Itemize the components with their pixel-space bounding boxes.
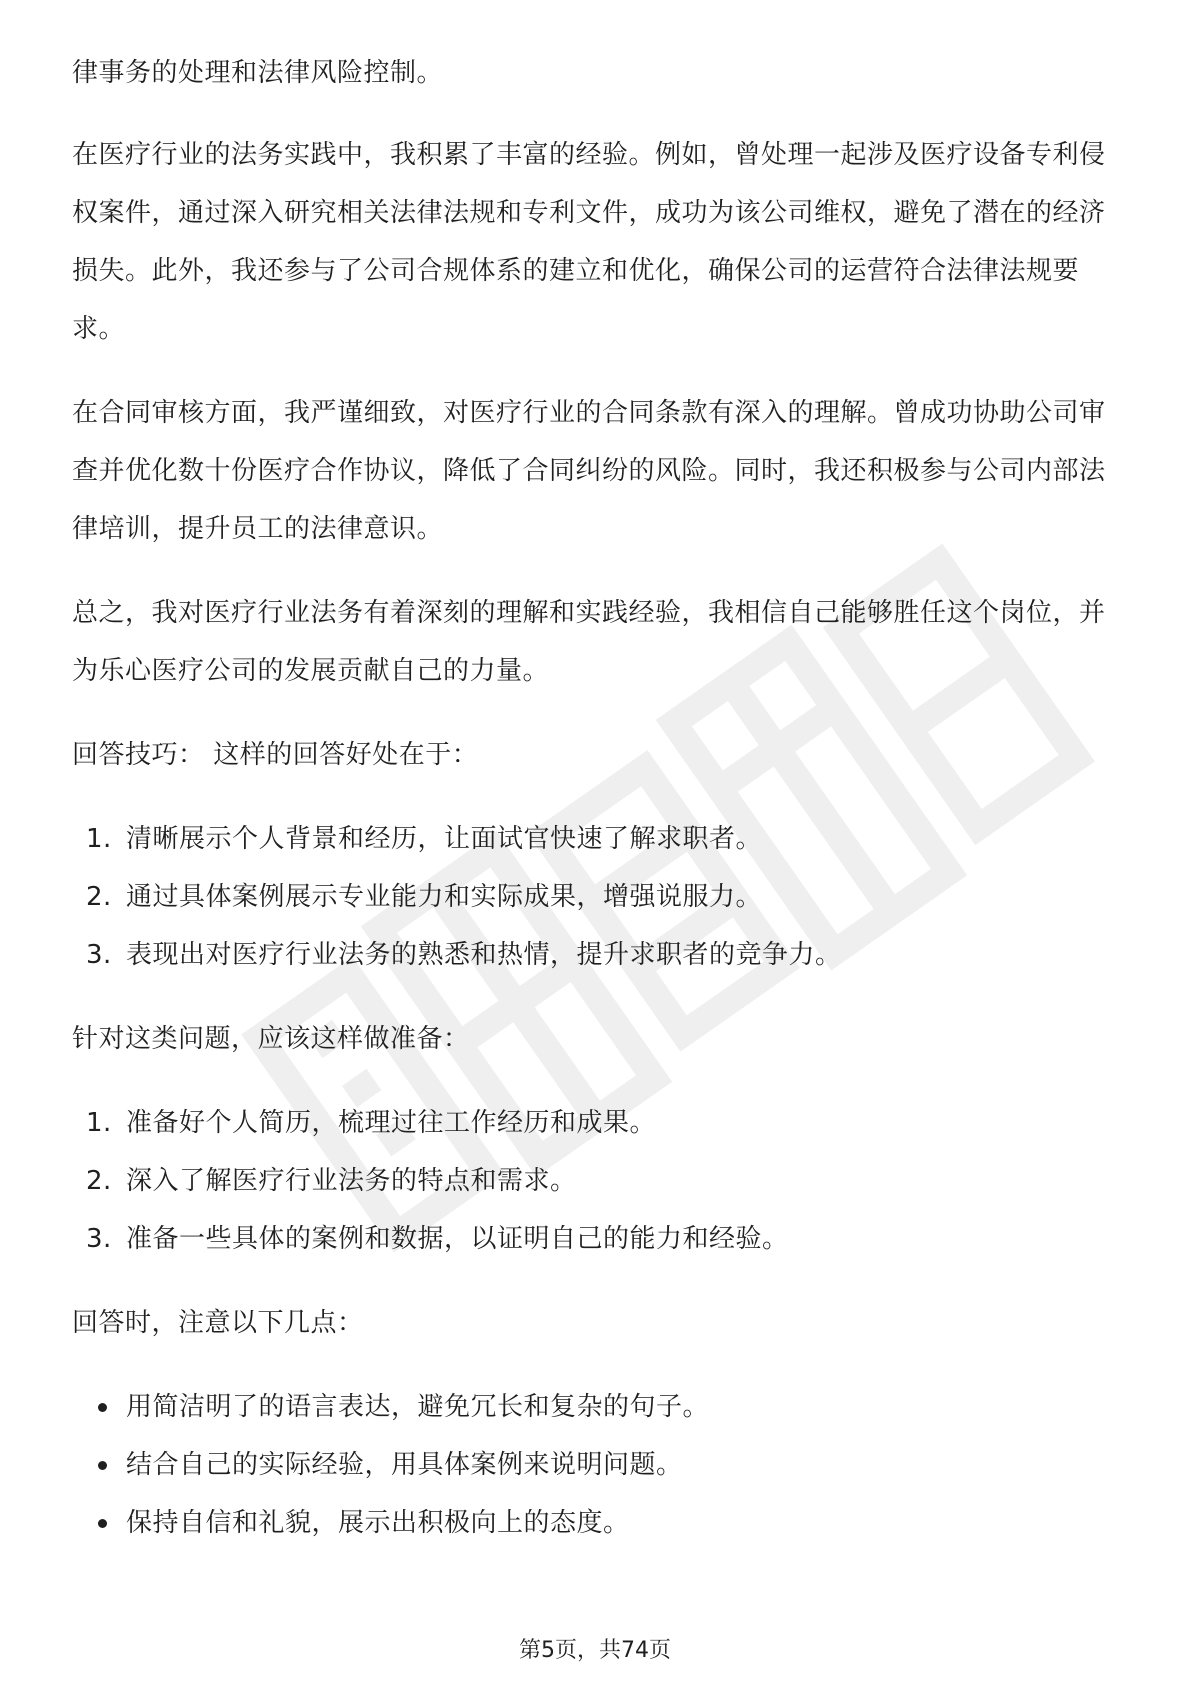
list-item [72,810,1112,868]
list-item-text: 结合自己的实际经验，用具体案例来说明问题。 [126,1450,683,1480]
list-item-text: 深入了解医疗行业法务的特点和需求。 [126,1166,577,1196]
list-item-text: 准备好个人简历，梳理过往工作经历和成果。 [126,1108,657,1138]
bullet-icon [98,1519,107,1528]
tips-list [72,810,1112,984]
list-item [72,926,1112,984]
list-item [72,1210,1112,1268]
paragraph-practice: 在医疗行业的法务实践中，我积累了丰富的经验。例如，曾处理一起涉及医疗设备专利侵权案件，通过深入研究相关法律法规和专利文件，成功为该公司维权，避免了潜在的经济损失。此外，我还参与了公司合规体系的建立和优化，确保公司的运营符合法律法规要求。 [72,140,1106,344]
page-number-footer: 第5页，共74页 [519,1638,671,1663]
prepare-list [72,1094,1112,1268]
list-item [72,1378,1112,1436]
paragraph-continuation: 律事务的处理和法律风险控制。 [72,58,444,88]
list-item [72,1094,1112,1152]
list-number: 1. [86,1108,112,1138]
list-item-text: 保持自信和礼貌，展示出积极向上的态度。 [126,1508,630,1538]
paragraph-contract-review: 在合同审核方面，我严谨细致，对医疗行业的合同条款有深入的理解。曾成功协助公司审查并优化数十份医疗合作协议，降低了合同纠纷的风险。同时，我还积极参与公司内部法律培训，提升员工的法律意识。 [72,398,1106,544]
list-item [72,1494,1112,1552]
list-number: 2. [86,1166,112,1196]
prepare-heading: 针对这类问题，应该这样做准备： [72,1024,470,1054]
tips-heading: 回答技巧： 这样的回答好处在于： [72,740,479,770]
list-item-text: 表现出对医疗行业法务的熟悉和热情，提升求职者的竞争力。 [126,940,842,970]
notes-list [72,1378,1112,1552]
notes-heading: 回答时，注意以下几点： [72,1308,364,1338]
list-number: 3. [86,1224,112,1254]
document-body [72,44,1112,1578]
list-number: 1. [86,824,112,854]
list-item [72,868,1112,926]
list-item-text: 用简洁明了的语言表达，避免冗长和复杂的句子。 [126,1392,710,1422]
list-item [72,1152,1112,1210]
list-number: 2. [86,882,112,912]
bullet-icon [98,1403,107,1412]
bullet-icon [98,1461,107,1470]
list-number: 3. [86,940,112,970]
list-item-text: 清晰展示个人背景和经历，让面试官快速了解求职者。 [126,824,763,854]
list-item-text: 通过具体案例展示专业能力和实际成果，增强说服力。 [126,882,763,912]
paragraph-summary: 总之，我对医疗行业法务有着深刻的理解和实践经验，我相信自己能够胜任这个岗位，并为乐心医疗公司的发展贡献自己的力量。 [72,598,1106,686]
list-item [72,1436,1112,1494]
list-item-text: 准备一些具体的案例和数据，以证明自己的能力和经验。 [126,1224,789,1254]
